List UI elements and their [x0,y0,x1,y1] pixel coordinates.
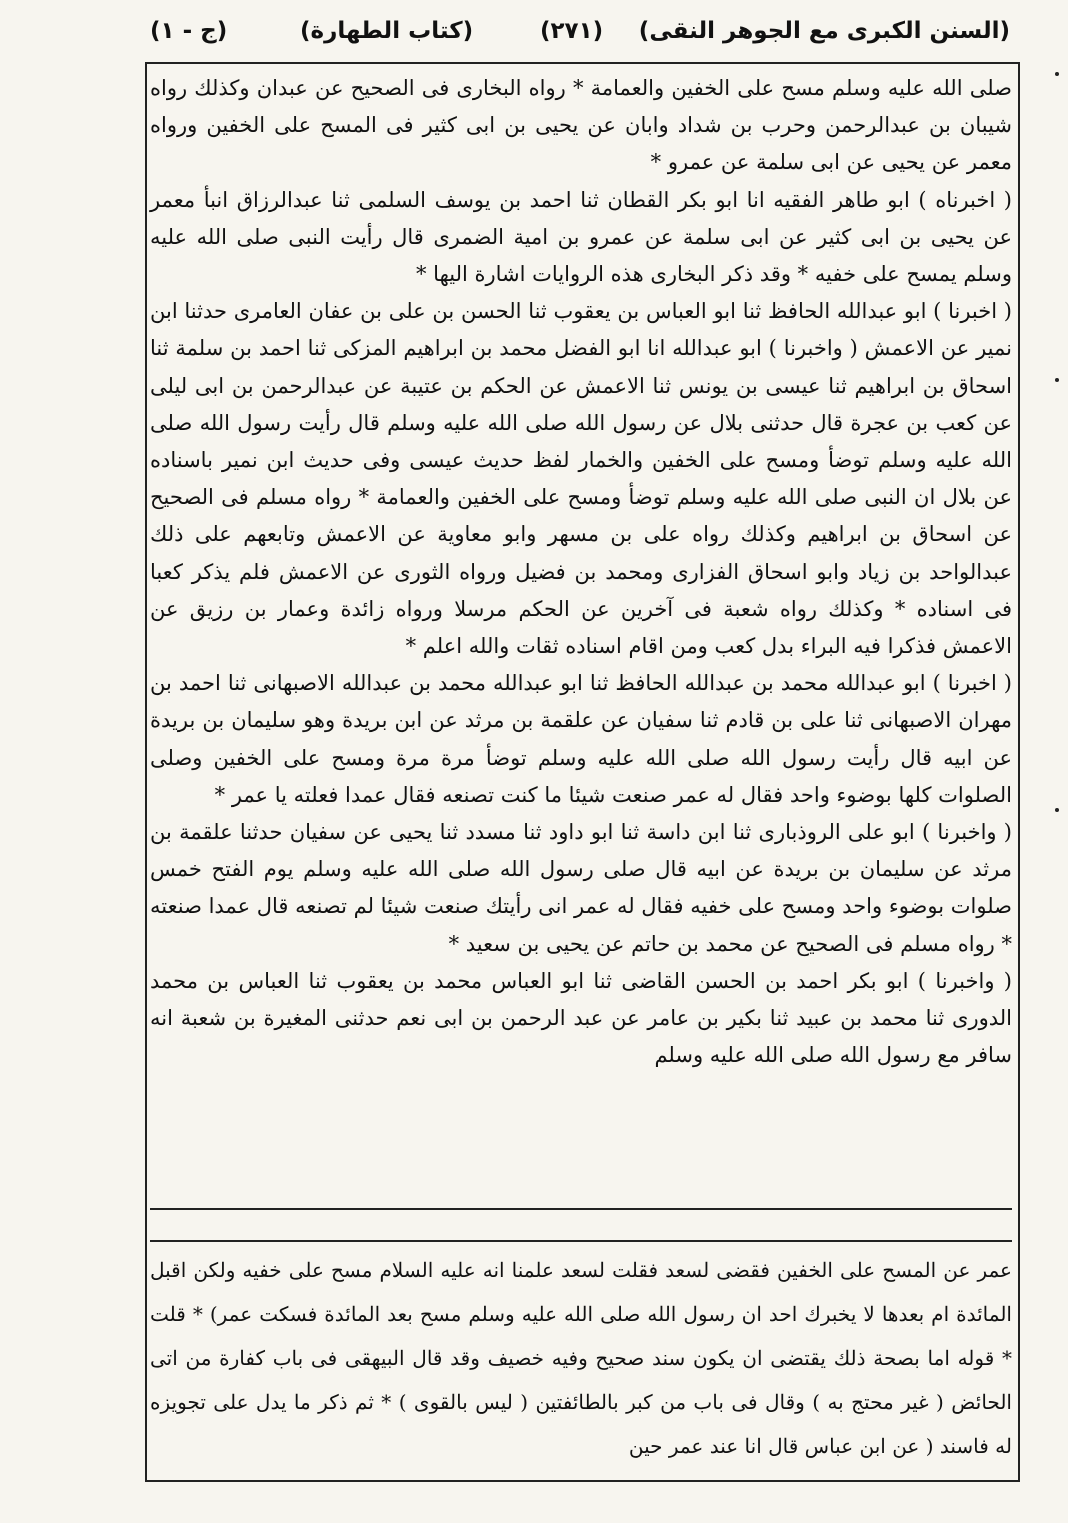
margin-mark [1055,72,1059,76]
margin-mark [1055,378,1059,382]
paragraph: ( اخبرنا ) ابو عبدالله الحافظ ثنا ابو العباس بن يعقوب ثنا الحسن بن على بن عفان العامرى حدثنا ابن نمير عن الاعمش ( واخبرنا ) ابو عبدالله انا ابو الفضل محمد بن ابراهيم المزكى ثنا احمد بن سلمة ثنا اسحاق بن ابراهيم ثنا عيسى بن يونس ثنا الاعمش عن الحكم بن عتيبة عن عبدالرحمن بن ابى ليلى عن كعب بن عجرة قال حدثنى بلال عن رسول الله صلى الله عليه وسلم قال رأيت رسول الله صلى الله عليه وسلم توضأ ومسح على الخفين والخمار لفظ حديث عيسى وفى حديث ابن نمير باسناده عن بلال ان النبى صلى الله عليه وسلم توضأ ومسح على الخفين والعمامة * رواه مسلم فى الصحيح عن اسحاق بن ابراهيم وكذلك رواه على بن مسهر وابو معاوية عن الاعمش وتابعهم على ذلك عبدالواحد بن زياد وابو اسحاق الفزارى ومحمد بن فضيل ورواه الثورى عن الاعمش فلم يذكر كعبا فى اسناده * وكذلك رواه شعبة فى آخرين عن الحكم مرسلا ورواه زائدة وعمار بن رزيق عن الاعمش فذكرا فيه البراء بدل كعب ومن اقام اسناده ثقات والله اعلم * [150,299,1012,659]
paragraph: صلى الله عليه وسلم مسح على الخفين والعمامة * رواه البخارى فى الصحيح عن عبدان وكذلك رواه شيبان بن عبدالرحمن وحرب بن شداد وابان عن يحيى بن ابى كثير فى المسح على الخفين ورواه معمر عن يحيى عن ابى سلمة عن عمرو * [150,76,1012,175]
footnote-text [150,1248,1012,1468]
footnote-paragraph: عمر عن المسح على الخفين فقضى لسعد فقلت لسعد علمنا انه عليه السلام مسح على خفيه ولكن اقبل المائدة ام بعدها لا يخبرك احد ان رسول الله صلى الله عليه وسلم مسح بعد المائدة فسكت عمر) * قلت * قوله اما بصحة ذلك يقتضى ان يكون سند صحيح وفيه خصيف وقد قال البيهقى فى باب كفارة من اتى الحائض ( غير محتج به ) وقال فى باب من كبر بالطائفتين ( ليس بالقوى ) * ثم ذكر ما يدل على تجويزه له فاسند ( عن ابن عباس قال انا عند عمر حين [150,1258,1012,1458]
volume-label: (ج - ١) [150,18,228,44]
book-title: (السنن الكبرى مع الجوهر النقى) [638,18,1010,44]
divider [150,1208,1012,1210]
main-text [150,70,1012,1200]
page-header [150,18,1010,68]
paragraph: ( واخبرنا ) ابو على الروذبارى ثنا ابن داسة ثنا ابو داود ثنا مسدد ثنا يحيى عن سفيان حدثنا علقمة بن مرثد عن سليمان بن بريدة عن ابيه قال صلى رسول الله صلى الله عليه وسلم يوم الفتح خمس صلوات بوضوء واحد ومسح على خفيه فقال له عمر انى رأيتك صنعت شيئا لم تصنعه قال عمدا صنعته * رواه مسلم فى الصحيح عن محمد بن حاتم عن يحيى بن سعيد * [150,820,1012,956]
margin-mark [1055,808,1059,812]
page-number: (٢٧١) [540,18,604,44]
chapter-title: (كتاب الطهارة) [300,18,474,44]
paragraph: ( واخبرنا ) ابو بكر احمد بن الحسن القاضى ثنا ابو العباس محمد بن يعقوب ثنا العباس بن محمد الدورى ثنا محمد بن عبيد ثنا بكير بن عامر عن عبد الرحمن بن ابى نعم حدثنى المغيرة بن شعبة انه سافر مع رسول الله صلى الله عليه وسلم [150,968,1012,1068]
paragraph: ( اخبرناه ) ابو طاهر الفقيه انا ابو بكر القطان ثنا احمد بن يوسف السلمى ثنا عبدالرزاق انبأ معمر عن يحيى بن ابى كثير عن ابى سلمة عن عمرو بن امية الضمرى قال رأيت النبى صلى الله عليه وسلم يمسح على خفيه * وقد ذكر البخارى هذه الروايات اشارة اليها * [150,187,1012,287]
paragraph: ( اخبرنا ) ابو عبدالله محمد بن عبدالله الحافظ ثنا ابو عبدالله محمد بن عبدالله الاصبهانى ثنا احمد بن مهران الاصبهانى ثنا على بن قادم ثنا سفيان عن علقمة بن مرثد عن ابن بريدة وهو سليمان بن بريدة عن ابيه قال رأيت رسول الله صلى الله عليه وسلم توضأ مرة مرة ومسح على الخفين وصلى الصلوات كلها بوضوء واحد فقال له عمر صنعت شيئا ما كنت تصنعه فقال عمدا فعلته يا عمر * [150,671,1012,807]
divider [150,1240,1012,1242]
